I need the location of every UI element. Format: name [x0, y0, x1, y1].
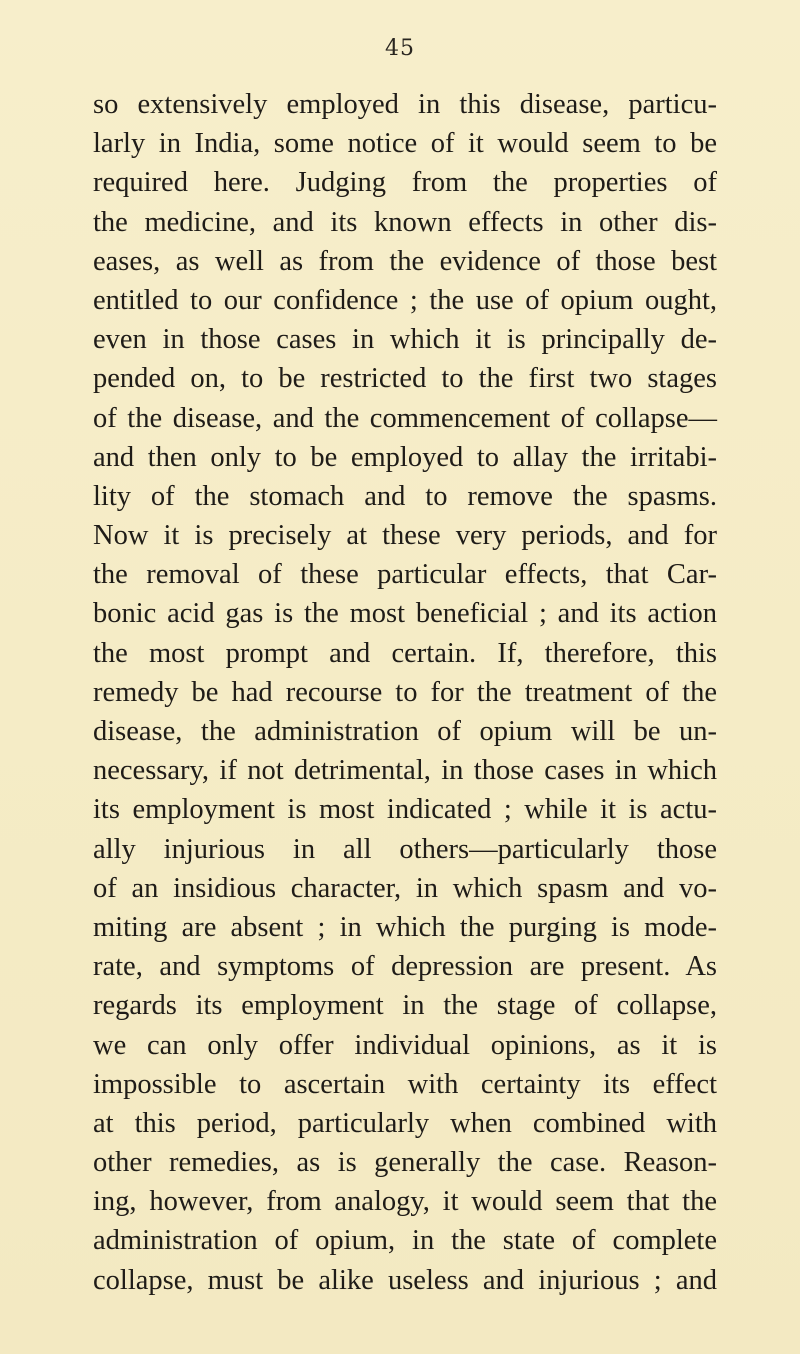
text-line: of the disease, and the commencement of collapse—	[93, 402, 717, 434]
text-line: required here. Judging from the properties of	[93, 167, 717, 199]
text-line: the most prompt and certain. If, therefore, this	[93, 637, 717, 669]
text-line: and then only to be employed to allay the irritabi-	[93, 441, 717, 473]
text-line: even in those cases in which it is principally de-	[93, 324, 717, 356]
text-line: the medicine, and its known effects in other dis-	[93, 206, 717, 238]
text-line: we can only offer individual opinions, as it is	[93, 1029, 717, 1061]
text-line: remedy be had recourse to for the treatment of the	[93, 676, 717, 708]
text-line: collapse, must be alike useless and injurious ; and	[93, 1264, 717, 1296]
text-line: at this period, particularly when combined with	[93, 1107, 717, 1139]
text-line: lity of the stomach and to remove the spasms.	[93, 480, 717, 512]
text-line: the removal of these particular effects, that Car-	[93, 559, 717, 591]
text-line: miting are absent ; in which the purging is mode-	[93, 911, 717, 943]
text-line: of an insidious character, in which spasm and vo-	[93, 872, 717, 904]
text-line: so extensively employed in this disease, particu-	[93, 89, 717, 120]
text-line: ally injurious in all others—particularly those	[93, 833, 717, 865]
text-line: rate, and symptoms of depression are present. As	[93, 951, 717, 983]
page-number: 45	[385, 36, 415, 61]
text-line: Now it is precisely at these very periods, and for	[93, 520, 717, 552]
text-line: administration of opium, in the state of complete	[93, 1225, 717, 1257]
text-line: its employment is most indicated ; while it is actu-	[93, 794, 717, 826]
text-line: eases, as well as from the evidence of those best	[93, 245, 717, 277]
text-line: pended on, to be restricted to the first two stages	[93, 363, 717, 395]
text-line: regards its employment in the stage of collapse,	[93, 990, 717, 1022]
text-line: entitled to our confidence ; the use of opium ought,	[93, 284, 717, 316]
text-line: bonic acid gas is the most beneficial ; and its action	[93, 598, 717, 630]
text-line: other remedies, as is generally the case. Reason-	[93, 1147, 717, 1179]
body-text	[93, 85, 717, 1300]
text-line: necessary, if not detrimental, in those cases in which	[93, 755, 717, 787]
text-line: impossible to ascertain with certainty its effect	[93, 1068, 717, 1100]
text-line: disease, the administration of opium will be un-	[93, 716, 717, 747]
text-line: larly in India, some notice of it would seem to be	[93, 128, 717, 160]
text-line: ing, however, from analogy, it would seem that the	[93, 1186, 717, 1218]
